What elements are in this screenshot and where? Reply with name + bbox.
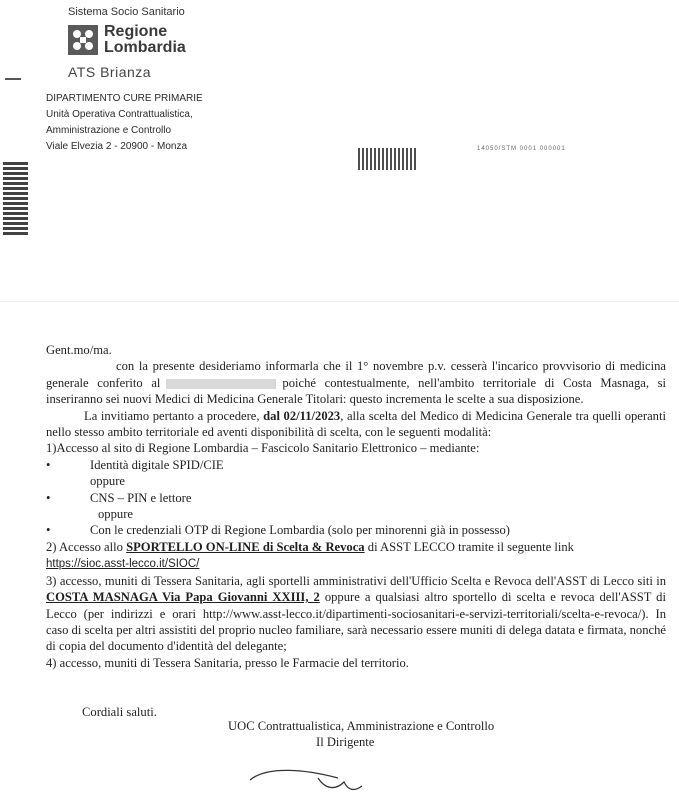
oppure-1: oppure <box>90 474 125 489</box>
item-3: 3) accesso, muniti di Tessera Sanitaria, agli sportelli amministrativi dell'Ufficio Scelta e Revoca dell'ASST di Lecco siti in COSTA MASNAGA Via Papa Giovanni XXIII, 2 oppure a qualsiasi altro sportello di scelta e revoca dell'ASST di Lecco (per indirizzi e orari http://www.asst-lecco.it/dipartimenti-sociosanitari-e-servizi-territoriali/scelta-e-revoca/). In caso di scelta per altri assistiti del proprio nucleo familiare, sarà necessario essere muniti di delega datata e firmata, nonché di copia del documento d'identità del delegante; <box>46 573 666 654</box>
item-2-url <box>46 555 666 572</box>
logo-text: Regione Lombardia <box>104 23 186 56</box>
page-fold-line <box>0 301 679 302</box>
oppure-2: oppure <box>98 507 133 522</box>
sportello-online-link[interactable]: SPORTELLO ON-LINE di Scelta & Revoca <box>126 539 365 554</box>
paragraph-1: con la presente desideriamo informarla che il 1° novembre p.v. cesserà l'incarico provvisorio di medicina generale conferito al poiché contestualmente, nell'ambito territoriale di Costa Masnaga, si inseriranno sei nuovi Medici di Medicina Generale Titolari: questo incrementa le scelte a sua disposizione. <box>46 359 666 407</box>
datamatrix-code-mid <box>358 148 418 170</box>
greeting: Gent.mo/ma. <box>46 343 112 357</box>
regione-lombardia-logo-icon <box>68 25 98 55</box>
sioc-url-link[interactable]: https://sioc.asst-lecco.it/SIOC/ <box>46 558 200 571</box>
redacted-name <box>166 379 276 389</box>
fold-mark <box>5 78 21 80</box>
paragraph-2: La invitiamo pertanto a procedere, dal 02/11/2023, alla scelta del Medico di Medicina Generale tra quelli operanti nello stesso ambito territoriale ed aventi disponibilità di scelta, con le seguenti modalità: <box>46 408 666 440</box>
postal-codes: 14050/STM 0001 000001 <box>477 146 566 152</box>
ats-name: ATS Brianza <box>68 64 152 80</box>
system-name: Sistema Socio Sanitario <box>68 6 185 18</box>
bullet-2: • CNS – PIN e lettore <box>46 490 666 506</box>
bullet-1: • Identità digitale SPID/CIE <box>46 457 666 473</box>
department-address: DIPARTIMENTO CURE PRIMARIE Unità Operativa Contrattualistica, Amministrazione e Controllo Viale Elvezia 2 - 20900 - Monza <box>46 93 203 152</box>
signature-block: UOC Contrattualistica, Amministrazione e Controllo Il Dirigente <box>228 719 495 749</box>
item-2: 2) Accesso allo SPORTELLO ON-LINE di Scelta & Revoca di ASST LECCO tramite il seguente link <box>46 539 574 554</box>
closing: Cordiali saluti. <box>82 705 157 719</box>
item-4: 4) accesso, muniti di Tessera Sanitaria, presso le Farmacie del territorio. <box>46 655 409 670</box>
datamatrix-code-left <box>3 160 28 235</box>
item-1: 1)Accesso al sito di Regione Lombardia – Fascicolo Sanitario Elettronico – mediante: <box>46 441 480 456</box>
handwritten-signature <box>248 760 368 798</box>
letter-body <box>46 342 666 671</box>
bullet-3: • Con le credenziali OTP di Regione Lombardia (solo per minorenni già in possesso) <box>46 522 666 538</box>
